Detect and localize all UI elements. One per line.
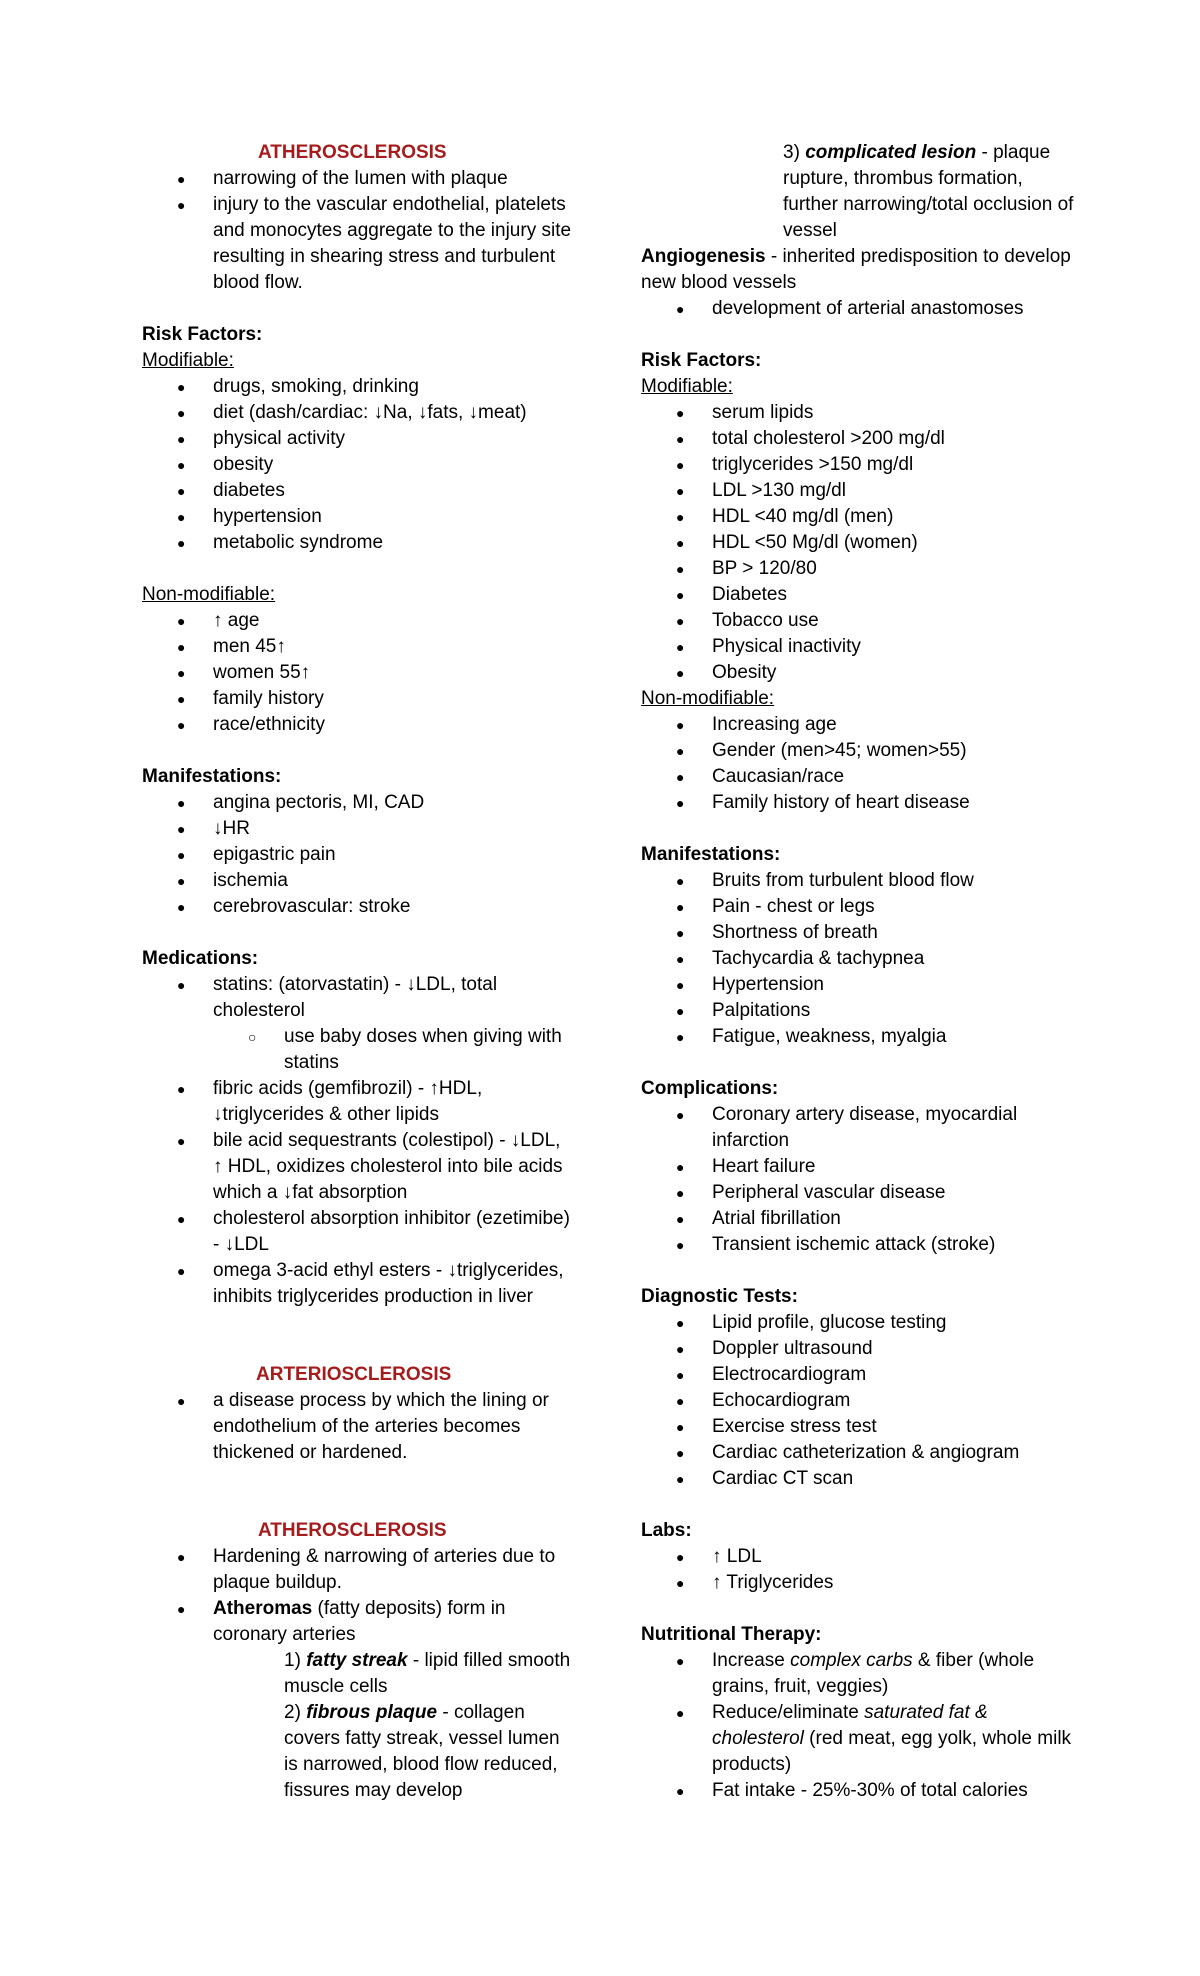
- left-column: [142, 140, 572, 1804]
- statins-sublist: [213, 1024, 572, 1076]
- list-item: ● ↑ LDL: [712, 1544, 1081, 1570]
- list-item: ● cholesterol absorption inhibitor (ezetimibe) - ↓LDL: [213, 1206, 572, 1258]
- list-item: ● bile acid sequestrants (colestipol) - ↓LDL, ↑ HDL, oxidizes cholesterol into bile acids which a ↓fat absorption: [213, 1128, 572, 1206]
- stage-2-num: 2): [284, 1702, 307, 1723]
- nonmodifiable-label: Non-modifiable:: [142, 584, 276, 605]
- list-item: [213, 972, 572, 1076]
- list-item: ● total cholesterol >200 mg/dl: [712, 426, 1081, 452]
- list-item: ● Cardiac catheterization & angiogram: [712, 1440, 1081, 1466]
- list-item: ● angina pectoris, MI, CAD: [213, 790, 572, 816]
- list-item: ● Obesity: [712, 660, 1081, 686]
- medications-list-rest: [142, 1076, 572, 1310]
- list-item: ● Echocardiogram: [712, 1388, 1081, 1414]
- list-item: ● Doppler ultrasound: [712, 1336, 1081, 1362]
- nutritional-therapy-list: [641, 1648, 1081, 1804]
- complications-heading: Complications:: [641, 1078, 779, 1099]
- intro-list: [142, 166, 572, 296]
- labs-list: [641, 1544, 1081, 1596]
- list-item: ● women 55↑: [213, 660, 572, 686]
- atherosclerosis-title-2: ATHEROSCLEROSIS: [258, 1520, 447, 1541]
- list-item: ● Hypertension: [712, 972, 1081, 998]
- list-item: ● Exercise stress test: [712, 1414, 1081, 1440]
- list-item: [712, 1648, 1081, 1700]
- nutr2-em: saturated fat & cholesterol: [712, 1702, 988, 1749]
- nonmodifiable-label-2: Non-modifiable:: [641, 688, 775, 709]
- list-item: ● Increasing age: [712, 712, 1081, 738]
- list-item: ● serum lipids: [712, 400, 1081, 426]
- right-column: [641, 140, 1081, 1804]
- list-item: ● ↑ age: [213, 608, 572, 634]
- stage-1: [284, 1648, 572, 1700]
- list-item: ● Peripheral vascular disease: [712, 1180, 1081, 1206]
- plaque-stages: [142, 1648, 572, 1804]
- manifestations-list-2: [641, 868, 1081, 1050]
- arteriosclerosis-list: [142, 1388, 572, 1466]
- nonmodifiable-list-2: [641, 712, 1081, 816]
- list-item: ● ↑ Triglycerides: [712, 1570, 1081, 1596]
- nutr2-b: (red meat, egg yolk, whole milk products): [712, 1728, 1072, 1775]
- atherosclerosis-title: ATHEROSCLEROSIS: [258, 142, 447, 163]
- list-item: ● Hardening & narrowing of arteries due to plaque buildup.: [213, 1544, 572, 1596]
- list-item: ● family history: [213, 686, 572, 712]
- list-item: ● ischemia: [213, 868, 572, 894]
- stage-3-desc: - plaque rupture, thrombus formation, further narrowing/total occlusion of vessel: [783, 142, 1074, 241]
- nutr1-a: Increase: [712, 1650, 791, 1671]
- list-item: ● triglycerides >150 mg/dl: [712, 452, 1081, 478]
- list-item: ● injury to the vascular endothelial, platelets and monocytes aggregate to the injury site resulting in shearing stress and turbulent blood flow.: [213, 192, 572, 296]
- risk-factors-heading-2: Risk Factors:: [641, 350, 762, 371]
- list-item: ● epigastric pain: [213, 842, 572, 868]
- list-item: ● Cardiac CT scan: [712, 1466, 1081, 1492]
- atheromas-term: Atheromas: [213, 1598, 313, 1619]
- list-item: ● Transient ischemic attack (stroke): [712, 1232, 1081, 1258]
- nutr2-a: Reduce/eliminate: [712, 1702, 865, 1723]
- modifiable-label: Modifiable:: [142, 350, 234, 371]
- list-item: ● physical activity: [213, 426, 572, 452]
- list-item: ● hypertension: [213, 504, 572, 530]
- list-item: ● Pain - chest or legs: [712, 894, 1081, 920]
- diagnostic-tests-list: [641, 1310, 1081, 1492]
- manifestations-list: [142, 790, 572, 920]
- labs-heading: Labs:: [641, 1520, 692, 1541]
- atherosclerosis-list: [142, 1544, 572, 1648]
- nutr1-b: & fiber (whole grains, fruit, veggies): [712, 1650, 1035, 1697]
- list-item: ● obesity: [213, 452, 572, 478]
- list-item: ● race/ethnicity: [213, 712, 572, 738]
- list-item: ● drugs, smoking, drinking: [213, 374, 572, 400]
- list-item: [213, 1596, 572, 1648]
- stage-3-num: 3): [783, 142, 806, 163]
- nonmodifiable-list: [142, 608, 572, 738]
- complications-list: [641, 1102, 1081, 1258]
- modifiable-list-2: [641, 400, 1081, 686]
- list-item: ○ use baby doses when giving with statins: [284, 1024, 572, 1076]
- stage-1-num: 1): [284, 1650, 307, 1671]
- list-item: ● Physical inactivity: [712, 634, 1081, 660]
- list-item: ● Fatigue, weakness, myalgia: [712, 1024, 1081, 1050]
- stage-2-desc: - collagen covers fatty streak, vessel lumen is narrowed, blood flow reduced, fissures may develop: [284, 1702, 560, 1801]
- list-item: ● Fat intake - 25%-30% of total calories: [712, 1778, 1081, 1804]
- list-item: ● Tobacco use: [712, 608, 1081, 634]
- stage-2-term: fibrous plaque: [306, 1702, 438, 1723]
- list-item: ● Atrial fibrillation: [712, 1206, 1081, 1232]
- stage-3: [641, 140, 1081, 244]
- list-item: ● metabolic syndrome: [213, 530, 572, 556]
- diagnostic-tests-heading: Diagnostic Tests:: [641, 1286, 798, 1307]
- list-item: ● Lipid profile, glucose testing: [712, 1310, 1081, 1336]
- list-item: [712, 1700, 1081, 1778]
- list-item: ● development of arterial anastomoses: [712, 296, 1081, 322]
- list-item: ● Diabetes: [712, 582, 1081, 608]
- angiogenesis-desc: - inherited predisposition to develop new blood vessels: [641, 246, 1071, 293]
- list-item: ● Shortness of breath: [712, 920, 1081, 946]
- risk-factors-heading: Risk Factors:: [142, 324, 263, 345]
- stage-3-term: complicated lesion: [805, 142, 977, 163]
- modifiable-label-2: Modifiable:: [641, 376, 733, 397]
- modifiable-list: [142, 374, 572, 556]
- nutritional-therapy-heading: Nutritional Therapy:: [641, 1624, 822, 1645]
- stage-1-term: fatty streak: [306, 1650, 408, 1671]
- medications-heading: Medications:: [142, 948, 259, 969]
- nutr1-em: complex carbs: [790, 1650, 913, 1671]
- list-item: ● diet (dash/cardiac: ↓Na, ↓fats, ↓meat): [213, 400, 572, 426]
- angiogenesis-term: Angiogenesis: [641, 246, 766, 267]
- medications-list: [142, 972, 572, 1076]
- list-item: ● Bruits from turbulent blood flow: [712, 868, 1081, 894]
- list-item: ● diabetes: [213, 478, 572, 504]
- manifestations-heading-2: Manifestations:: [641, 844, 781, 865]
- list-item: ● Family history of heart disease: [712, 790, 1081, 816]
- list-item: ● Coronary artery disease, myocardial infarction: [712, 1102, 1081, 1154]
- atheromas-desc: (fatty deposits) form in coronary arteries: [213, 1598, 506, 1645]
- list-item: ● cerebrovascular: stroke: [213, 894, 572, 920]
- list-item: ● ↓HR: [213, 816, 572, 842]
- list-item: ● omega 3-acid ethyl esters - ↓triglycerides, inhibits triglycerides production in liver: [213, 1258, 572, 1310]
- list-item: ● Tachycardia & tachypnea: [712, 946, 1081, 972]
- list-item: ● Gender (men>45; women>55): [712, 738, 1081, 764]
- manifestations-heading: Manifestations:: [142, 766, 282, 787]
- angiogenesis-paragraph: [641, 244, 1081, 296]
- stage-1-desc: - lipid filled smooth muscle cells: [284, 1650, 571, 1697]
- stage-2: [284, 1700, 572, 1804]
- list-item: ● men 45↑: [213, 634, 572, 660]
- list-item: ● HDL <50 Mg/dl (women): [712, 530, 1081, 556]
- list-item: ● narrowing of the lumen with plaque: [213, 166, 572, 192]
- medication-statins: statins: (atorvastatin) - ↓LDL, total cholesterol: [213, 974, 498, 1021]
- list-item: ● BP > 120/80: [712, 556, 1081, 582]
- list-item: ● a disease process by which the lining or endothelium of the arteries becomes thickened or hardened.: [213, 1388, 572, 1466]
- angiogenesis-list: [641, 296, 1081, 322]
- arteriosclerosis-title: ARTERIOSCLEROSIS: [256, 1364, 452, 1385]
- list-item: ● Palpitations: [712, 998, 1081, 1024]
- list-item: ● fibric acids (gemfibrozil) - ↑HDL, ↓triglycerides & other lipids: [213, 1076, 572, 1128]
- list-item: ● LDL >130 mg/dl: [712, 478, 1081, 504]
- list-item: ● Caucasian/race: [712, 764, 1081, 790]
- list-item: ● HDL <40 mg/dl (men): [712, 504, 1081, 530]
- list-item: ● Heart failure: [712, 1154, 1081, 1180]
- list-item: ● Electrocardiogram: [712, 1362, 1081, 1388]
